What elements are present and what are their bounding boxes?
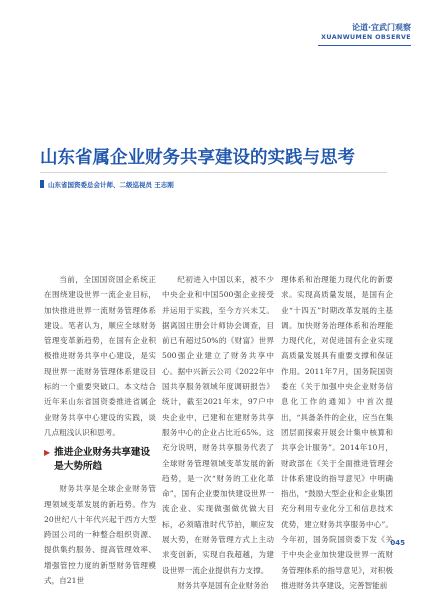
header-divider xyxy=(318,45,411,46)
paragraph: 当前，全国国资国企系统正在围绕建设世界一流企业目标，加快推进世界一流财务管理体系建设。笔者认为，顺应全球财务管理变革新趋势，在国有企业积极推进财务共享中心建设，是实现世界一流财务管理体系建设目标的一个重要突破口。本文结合近年来山东省国资委推进省属企业财务共享中心建设的实践，谈几点粗浅认识和思考。 xyxy=(44,275,156,437)
paragraph: 理体系和治理能力现代化的新要求。实现高质量发展，是国有企业“十四五”时期改革发展的主基调。加快财务治理体系和治理能力现代化，对促进国有企业实现高质量发展具有重要支撑和保证作用。2011年7月，国务院国资委在《关于加强中央企业财务信息化工作的通知》中首次提出，“具备条件的企业，应当在集团层面探索开展会计集中核算和共享会计服务”。2014年10月，财政部在《关于全面推进管理会计体系建设的指导意见》中明确指出，“鼓励大型企业和企业集团充分利用专业化分工和信息技术优势，建立财务共享服务中心”。今年初，国务院国资委下发《关于中央企业加快建设世界一流财务管理体系的指导意见》，对积极推进财务共享建设，完善智能前 xyxy=(281,275,393,590)
section-header: 论道·宜武门观察 xyxy=(351,23,411,32)
author-byline: 山东省国资委总会计师、二级巡视员 王志刚 xyxy=(48,181,174,189)
text-column-1 xyxy=(44,272,156,586)
article-title: 山东省属企业财务共享建设的实践与思考 xyxy=(40,148,355,168)
paragraph: 纪初进入中国以来，被不少中央企业和中国500强企业接受并运用于实践，至今方兴未艾。据离国庄册会计师协会调查，目前已有超过50%的《财富》世界500强企业建立了财务共享中心。据中兴新云公司《2022年中国共享服务领域年度调研报告》统计，截至2021年末，97户中央企业中，已建和在建财务共享服务中心的企业占比近65%。这充分说明，财务共享服务代表了全球财务管理领域变革发展的新趋势，是一次“财务的工业化革命”，国有企业要加快建设世界一流企业、实现做强做优做大目标，必须瞄准时代节拍，顺应发展大势，在财务管理方式上主动求变创新，实现自我超越，为建设世界一流企业提供有力支撑。 xyxy=(162,275,274,575)
byline-marker xyxy=(40,180,44,188)
section-header-en: XUANWUMEN OBSERVE xyxy=(321,34,411,41)
subheading-text: 推进企业财务共享建设是大势所趋 xyxy=(54,447,151,473)
paragraph: 财务共享是国有企业财务治 xyxy=(177,580,269,590)
triangle-bullet-icon: ▶ xyxy=(44,448,51,458)
page-number: 045 xyxy=(390,539,405,547)
section-subheading xyxy=(44,446,156,474)
text-column-2 xyxy=(162,272,274,590)
text-column-3 xyxy=(281,272,393,590)
title-divider xyxy=(40,172,387,173)
paragraph: 财务共享是全球企业财务管理领域变革发展的新趋势。作为20世纪八十年代兴起于西方大型跨国公司的一种整合组织资源、提供集约服务、提高管理效率、增强管控力度的新型财务管理模式，自21世 xyxy=(44,484,156,586)
